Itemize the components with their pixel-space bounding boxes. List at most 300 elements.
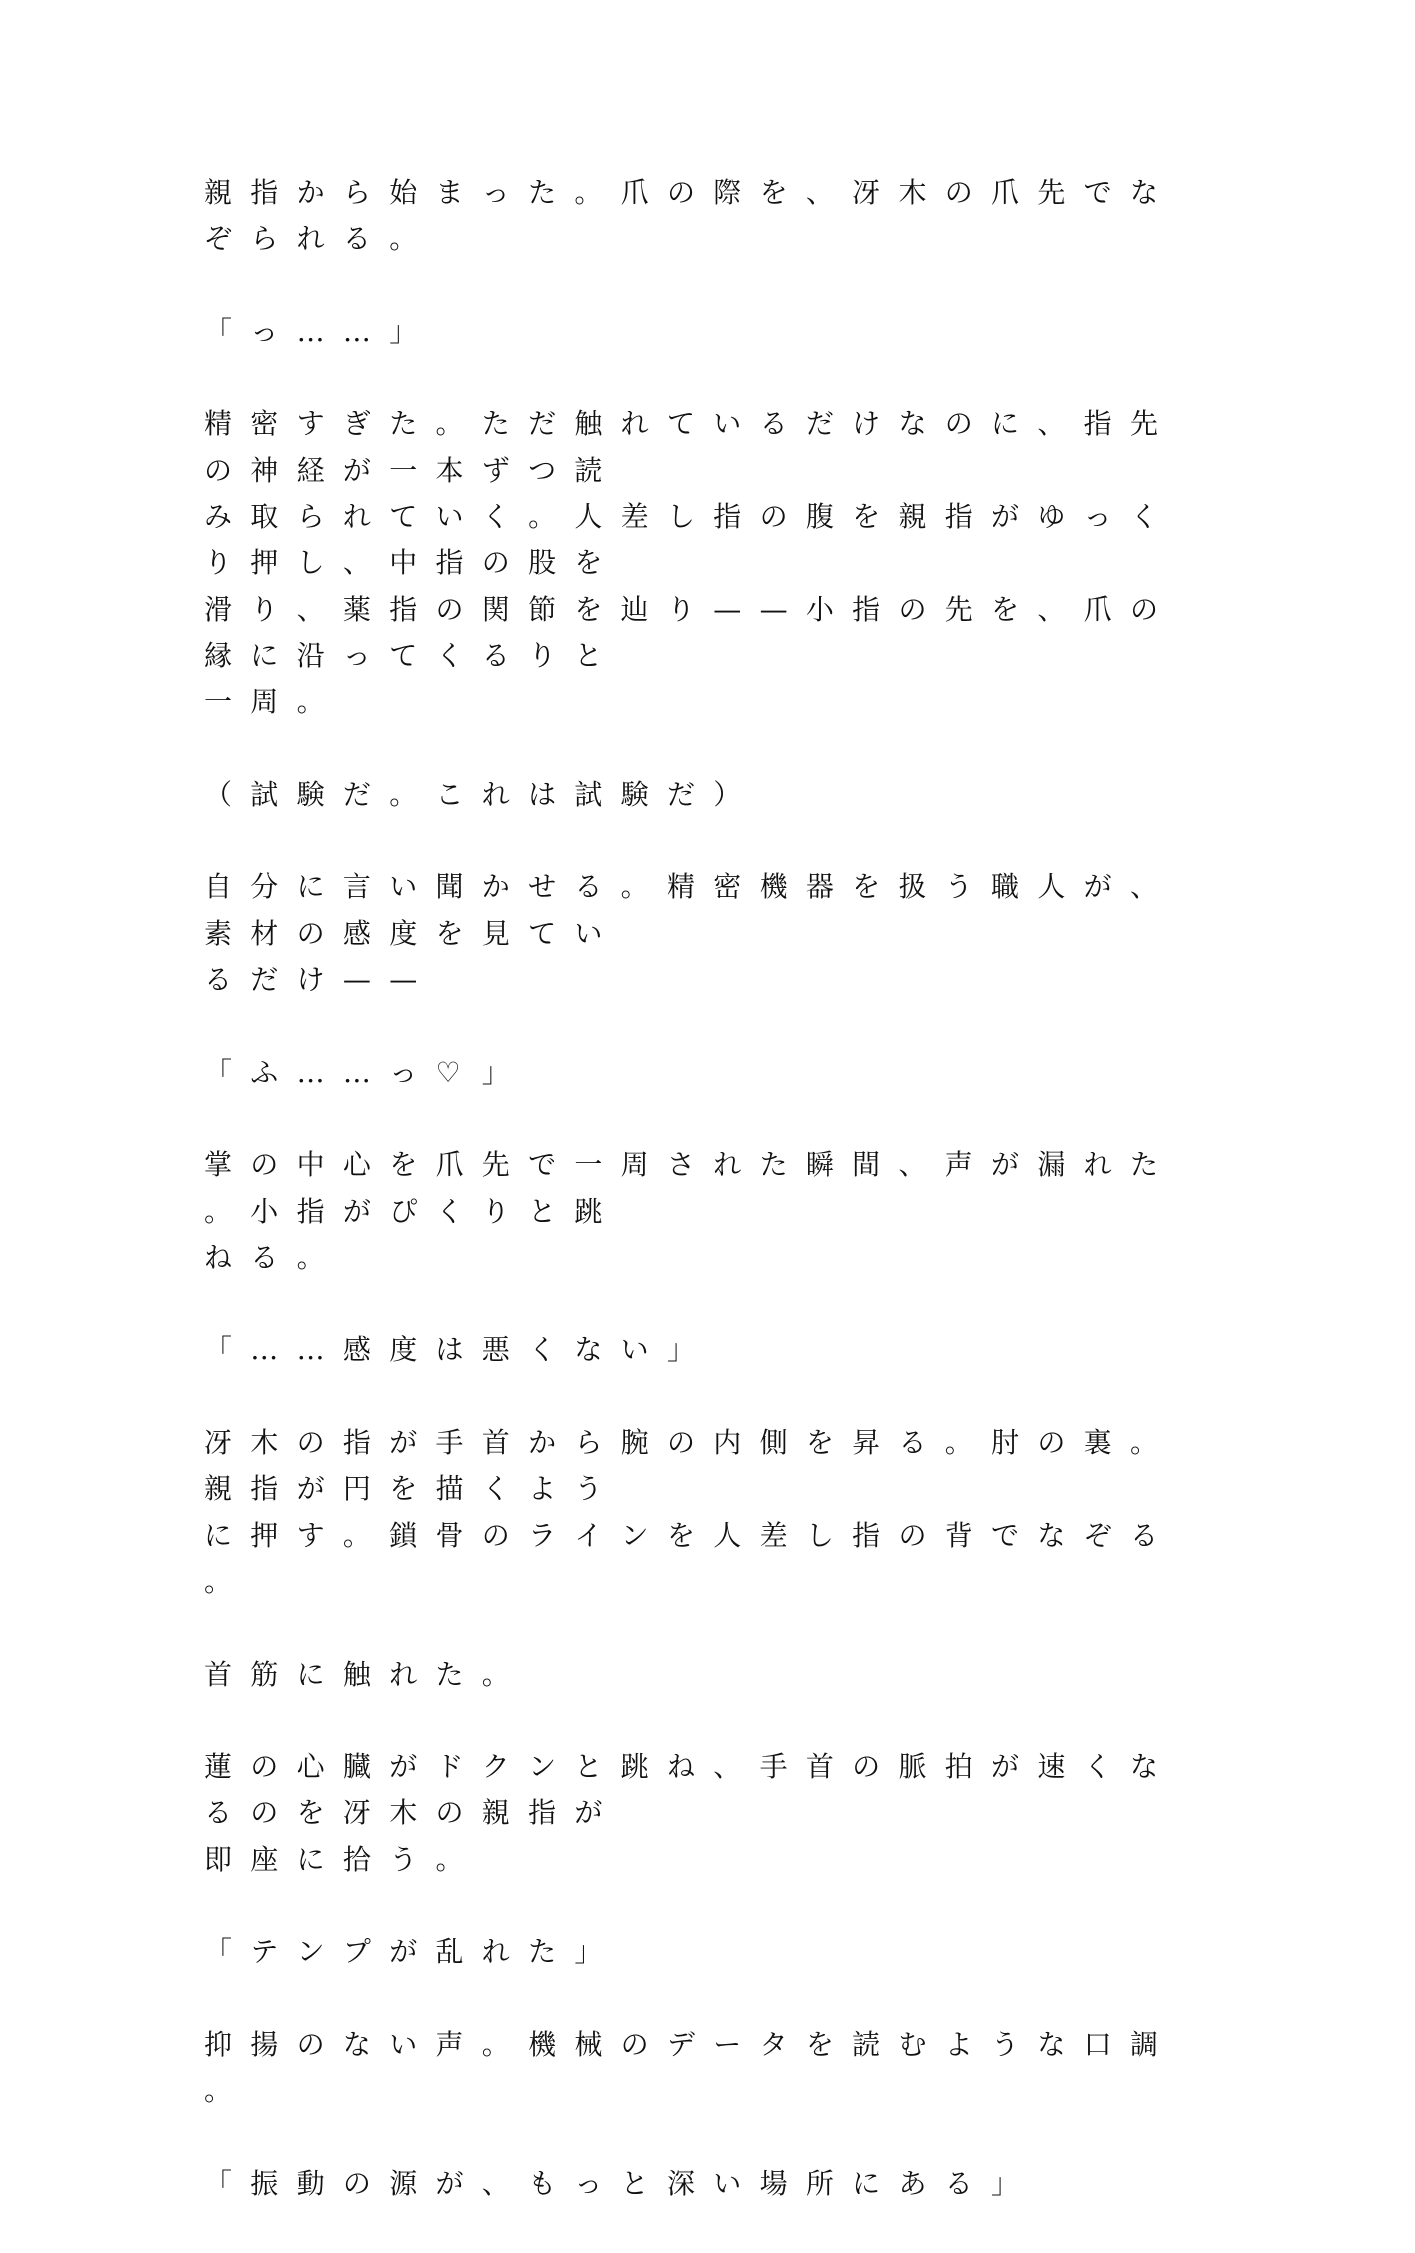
character: だ — [250, 963, 279, 997]
character: し — [296, 546, 325, 580]
character: 。 — [342, 1518, 371, 1552]
character: 差 — [620, 500, 649, 534]
character: 触 — [342, 1657, 371, 1691]
character: い — [620, 1333, 649, 1367]
character: ゆ — [1037, 500, 1066, 534]
character: の — [250, 1796, 279, 1830]
character: 拍 — [944, 1750, 973, 1784]
character: こ — [435, 777, 464, 811]
character: ね — [666, 1750, 695, 1784]
character: す — [296, 1518, 325, 1552]
character: 瞬 — [805, 1148, 834, 1182]
character: 即 — [204, 1842, 233, 1876]
character: を — [389, 1472, 418, 1506]
character: れ — [342, 500, 371, 534]
character: の — [204, 453, 233, 487]
character: 親 — [898, 500, 927, 534]
character: 精 — [204, 407, 233, 441]
character: 言 — [342, 870, 371, 904]
text-line — [204, 772, 1204, 818]
character: 腹 — [805, 500, 834, 534]
character: る — [342, 222, 371, 256]
character: 。 — [944, 1426, 973, 1460]
character: ぞ — [204, 222, 233, 256]
character: に — [250, 638, 279, 672]
character: が — [389, 1426, 418, 1460]
character: が — [991, 1750, 1020, 1784]
text-line — [204, 2161, 1204, 2207]
character: 周 — [250, 685, 279, 719]
character: 先 — [481, 1148, 510, 1182]
character: と — [620, 2166, 649, 2200]
character: し — [805, 1518, 834, 1552]
character: 深 — [666, 2166, 695, 2200]
text-line — [204, 494, 1204, 587]
character: ら — [250, 222, 279, 256]
character: さ — [666, 1148, 695, 1182]
text-line — [204, 587, 1204, 680]
text-line — [204, 1235, 1204, 1281]
text-line — [204, 1513, 1204, 1606]
character: に — [991, 407, 1020, 441]
character: ら — [296, 500, 325, 534]
character: な — [574, 1333, 603, 1367]
character: の — [296, 916, 325, 950]
character: 職 — [991, 870, 1020, 904]
character: （ — [204, 777, 233, 811]
character: 」 — [481, 1055, 510, 1089]
character: 薬 — [342, 592, 371, 626]
character: と — [528, 1194, 557, 1228]
character: た — [528, 176, 557, 209]
thought-paragraph — [204, 772, 1204, 818]
character: 機 — [528, 2027, 557, 2061]
character: っ — [1083, 500, 1112, 534]
character: ） — [713, 777, 742, 811]
text-line — [204, 864, 1204, 957]
character: 指 — [944, 500, 973, 534]
character: が — [342, 1194, 371, 1228]
character: 聞 — [435, 870, 464, 904]
character: 、 — [481, 2166, 510, 2200]
character: 「 — [204, 1935, 233, 1969]
character: 木 — [250, 1426, 279, 1460]
character: 沿 — [296, 638, 325, 672]
character: 小 — [250, 1194, 279, 1228]
paragraph — [204, 1142, 1204, 1281]
character: の — [898, 1518, 927, 1552]
character: 揚 — [250, 2027, 279, 2061]
character: が — [342, 453, 371, 487]
character: 指 — [250, 1472, 279, 1506]
character: か — [296, 176, 325, 209]
character: 。 — [296, 685, 325, 719]
character: っ — [574, 2166, 603, 2200]
character: の — [435, 592, 464, 626]
character: け — [852, 407, 881, 441]
character: れ — [389, 1657, 418, 1691]
character: 神 — [250, 453, 279, 487]
character: 首 — [204, 1657, 233, 1691]
character: 肘 — [991, 1426, 1020, 1460]
character: る — [204, 1796, 233, 1830]
character: 。 — [389, 777, 418, 811]
character: 素 — [204, 916, 233, 950]
character: 骨 — [435, 1518, 464, 1552]
character: だ — [342, 777, 371, 811]
character: が — [389, 1935, 418, 1969]
character: 鎖 — [389, 1518, 418, 1552]
character: を — [296, 1796, 325, 1830]
character: 自 — [204, 870, 233, 904]
character: よ — [944, 2027, 973, 2061]
character: 試 — [250, 777, 279, 811]
character: 裏 — [1083, 1426, 1112, 1460]
character: 側 — [759, 1426, 788, 1460]
character: る — [481, 638, 510, 672]
character: っ — [342, 638, 371, 672]
character: 親 — [204, 1472, 233, 1506]
character: る — [759, 407, 788, 441]
character: 周 — [620, 1148, 649, 1182]
character: 「 — [204, 1333, 233, 1367]
character: 取 — [250, 500, 279, 534]
character: 「 — [204, 1055, 233, 1089]
character: な — [898, 407, 927, 441]
character: く — [1083, 1750, 1112, 1784]
character: り — [528, 638, 557, 672]
character: 口 — [1083, 2027, 1112, 2061]
character: た — [435, 1657, 464, 1691]
character: い — [574, 916, 603, 950]
character: 間 — [852, 1148, 881, 1182]
character: か — [528, 1426, 557, 1460]
character: し — [666, 500, 695, 534]
paragraph — [204, 1420, 1204, 1605]
character: っ — [481, 176, 510, 209]
character: 爪 — [620, 176, 649, 209]
character: く — [1129, 500, 1158, 534]
character: 精 — [666, 870, 695, 904]
character: 、 — [296, 592, 325, 626]
character: 触 — [574, 407, 603, 441]
character: 滑 — [204, 592, 233, 626]
character: が — [991, 1148, 1020, 1182]
character: た — [481, 407, 510, 441]
character: 指 — [713, 500, 742, 534]
text-line — [204, 679, 1204, 725]
text-line — [204, 1652, 1204, 1698]
text-line — [204, 1327, 1204, 1373]
character: の — [852, 1750, 881, 1784]
character: 縁 — [204, 638, 233, 672]
character: う — [991, 2027, 1020, 2061]
character: 振 — [250, 2166, 279, 2200]
document-page — [204, 170, 1204, 2253]
character: 描 — [435, 1472, 464, 1506]
character: 器 — [805, 870, 834, 904]
character: り — [250, 592, 279, 626]
dialogue-paragraph — [204, 1050, 1204, 1096]
character: ラ — [528, 1518, 557, 1552]
character: 股 — [528, 546, 557, 580]
character: を — [389, 1148, 418, 1182]
character: ♡ — [435, 1055, 461, 1089]
character: 。 — [1129, 1426, 1158, 1460]
character: 材 — [250, 916, 279, 950]
character: い — [389, 870, 418, 904]
character: 指 — [435, 546, 464, 580]
character: 首 — [481, 1426, 510, 1460]
character: 指 — [342, 1426, 371, 1460]
character: 。 — [389, 222, 418, 256]
character: 跳 — [574, 1194, 603, 1228]
character: 」 — [666, 1333, 695, 1367]
character: い — [713, 2166, 742, 2200]
character: て — [528, 916, 557, 950]
character: れ — [296, 222, 325, 256]
character: 木 — [389, 1796, 418, 1830]
dialogue-paragraph — [204, 1327, 1204, 1373]
character: な — [1129, 176, 1158, 209]
character: っ — [389, 1055, 418, 1089]
character: 冴 — [852, 176, 881, 209]
character: が — [991, 500, 1020, 534]
character: 験 — [620, 777, 649, 811]
character: た — [389, 407, 418, 441]
character: う — [574, 1472, 603, 1506]
character: ン — [620, 1518, 649, 1552]
character: 先 — [1129, 407, 1158, 441]
character: 動 — [296, 2166, 325, 2200]
character: 、 — [1037, 592, 1066, 626]
character: ー — [713, 2027, 742, 2061]
text-line — [204, 309, 1204, 355]
character: の — [481, 1518, 510, 1552]
character: う — [389, 1842, 418, 1876]
character: 乱 — [435, 1935, 464, 1969]
character: ま — [435, 176, 464, 209]
character: の — [898, 592, 927, 626]
character: の — [666, 1426, 695, 1460]
character: て — [389, 500, 418, 534]
character: 指 — [1083, 407, 1112, 441]
character: 。 — [435, 407, 464, 441]
character: を — [852, 500, 881, 534]
paragraph — [204, 2022, 1204, 2115]
character: て — [666, 407, 695, 441]
character: 内 — [713, 1426, 742, 1460]
character: 感 — [342, 916, 371, 950]
character: い — [435, 500, 464, 534]
character: 辿 — [620, 592, 649, 626]
character: れ — [620, 407, 649, 441]
character: 漏 — [1037, 1148, 1066, 1182]
character: な — [1037, 1518, 1066, 1552]
character: 、 — [1037, 407, 1066, 441]
character: — — [342, 963, 371, 997]
character: が — [574, 1796, 603, 1830]
character: 脈 — [898, 1750, 927, 1784]
character: 掌 — [204, 1148, 233, 1182]
character: 密 — [250, 407, 279, 441]
character: に — [204, 1518, 233, 1552]
paragraph — [204, 1744, 1204, 1883]
dialogue-paragraph — [204, 2161, 1204, 2207]
character: の — [250, 1750, 279, 1784]
character: 冴 — [342, 1796, 371, 1830]
character: す — [296, 407, 325, 441]
character: 指 — [852, 592, 881, 626]
character: … — [342, 314, 371, 348]
character: 節 — [528, 592, 557, 626]
character: 調 — [1129, 2027, 1158, 2061]
character: 扱 — [898, 870, 927, 904]
character: 」 — [389, 314, 418, 348]
character: … — [342, 1055, 371, 1089]
character: ク — [481, 1750, 510, 1784]
character: 、 — [805, 176, 834, 209]
character: み — [204, 500, 233, 534]
character: 中 — [389, 546, 418, 580]
text-line — [204, 401, 1204, 494]
character: 筋 — [250, 1657, 279, 1691]
character: 、 — [898, 1148, 927, 1182]
character: で — [528, 1148, 557, 1182]
character: に — [852, 2166, 881, 2200]
character: 親 — [204, 176, 233, 209]
character: を — [435, 916, 464, 950]
character: く — [435, 1194, 464, 1228]
character: 先 — [1037, 176, 1066, 209]
character: が — [1083, 870, 1112, 904]
character: … — [250, 1333, 279, 1367]
paragraph — [204, 401, 1204, 725]
character: の — [944, 407, 973, 441]
character: 度 — [389, 916, 418, 950]
character: れ — [481, 1935, 510, 1969]
text-line — [204, 1929, 1204, 1975]
character: 分 — [250, 870, 279, 904]
character: う — [944, 870, 973, 904]
character: る — [898, 1426, 927, 1460]
character: プ — [342, 1935, 371, 1969]
character: 経 — [296, 453, 325, 487]
character: の — [666, 176, 695, 209]
character: け — [296, 963, 325, 997]
character: 始 — [389, 176, 418, 209]
character: 場 — [759, 2166, 788, 2200]
character: で — [991, 1518, 1020, 1552]
character: た — [1129, 1148, 1158, 1182]
character: た — [528, 1935, 557, 1969]
character: 心 — [296, 1750, 325, 1784]
character: な — [342, 2027, 371, 2061]
character: も — [528, 2166, 557, 2200]
character: に — [296, 870, 325, 904]
character: を — [805, 1426, 834, 1460]
character: の — [1129, 592, 1158, 626]
character: り — [481, 1194, 510, 1228]
character: 手 — [759, 1750, 788, 1784]
character: と — [574, 1750, 603, 1784]
character: 円 — [342, 1472, 371, 1506]
character: 験 — [296, 777, 325, 811]
character: 密 — [713, 870, 742, 904]
character: 一 — [574, 1148, 603, 1182]
character: 中 — [296, 1148, 325, 1182]
character: 人 — [1037, 870, 1066, 904]
character: 試 — [574, 777, 603, 811]
character: 読 — [574, 453, 603, 487]
character: ぎ — [342, 407, 371, 441]
character: 機 — [759, 870, 788, 904]
character: 指 — [389, 592, 418, 626]
character: 、 — [713, 1750, 742, 1784]
character: ず — [481, 453, 510, 487]
character: を — [759, 176, 788, 209]
character: 手 — [435, 1426, 464, 1460]
character: 差 — [759, 1518, 788, 1552]
character: 。 — [204, 1564, 233, 1598]
character: 一 — [204, 685, 233, 719]
character: が — [296, 1472, 325, 1506]
character: 。 — [296, 1240, 325, 1274]
character: 。 — [481, 1657, 510, 1691]
character: 拾 — [342, 1842, 371, 1876]
character: 本 — [435, 453, 464, 487]
text-line — [204, 1420, 1204, 1513]
character: む — [898, 2027, 927, 2061]
character: い — [713, 407, 742, 441]
character: だ — [666, 777, 695, 811]
character: 際 — [713, 176, 742, 209]
character: 声 — [435, 2027, 464, 2061]
character: が — [389, 1750, 418, 1784]
character: 首 — [805, 1750, 834, 1784]
character: る — [944, 2166, 973, 2200]
character: に — [296, 1657, 325, 1691]
character: れ — [713, 1148, 742, 1182]
character: 。 — [574, 176, 603, 209]
character: り — [204, 546, 233, 580]
character: な — [1037, 2027, 1066, 2061]
character: か — [481, 870, 510, 904]
character: — — [713, 592, 742, 626]
text-line — [204, 2022, 1204, 2115]
character: 指 — [296, 1194, 325, 1228]
text-line — [204, 1142, 1204, 1235]
character: 冴 — [204, 1426, 233, 1460]
character: 悪 — [481, 1333, 510, 1367]
character: 。 — [528, 500, 557, 534]
paragraph — [204, 1652, 1204, 1698]
character: 臓 — [342, 1750, 371, 1784]
character: — — [759, 592, 788, 626]
character: せ — [528, 870, 557, 904]
character: 。 — [435, 1842, 464, 1876]
character: に — [296, 1842, 325, 1876]
character: の — [1037, 1426, 1066, 1460]
character: ン — [296, 1935, 325, 1969]
text-line — [204, 1744, 1204, 1837]
character: 爪 — [991, 176, 1020, 209]
character: る — [250, 1240, 279, 1274]
character: を — [574, 592, 603, 626]
character: く — [435, 638, 464, 672]
character: 抑 — [204, 2027, 233, 2061]
text-line — [204, 170, 1204, 263]
